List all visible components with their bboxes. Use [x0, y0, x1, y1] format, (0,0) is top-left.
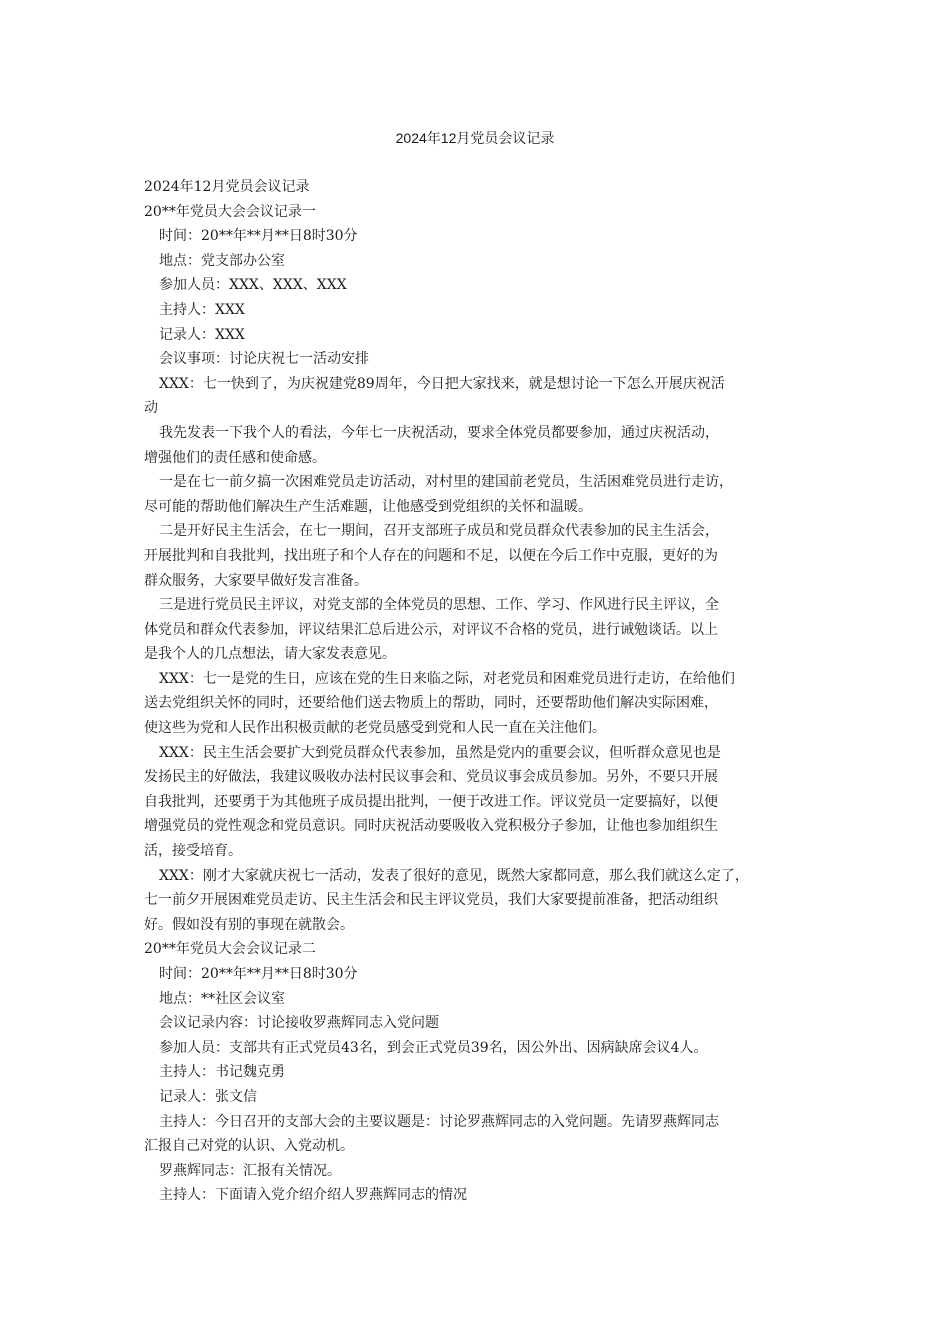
text-line: 活，接受培育。 [144, 843, 242, 860]
page-title: 2024年12月党员会议记录 [395, 130, 555, 146]
text-line: 记录人：XXX [159, 326, 245, 343]
text-line: 主持人：书记魏克勇 [159, 1064, 285, 1081]
text-line: 发扬民主的好做法，我建议吸收办法村民议事会和、党员议事会成员参加。另外，不要只开展 [144, 769, 718, 786]
text-line: 主持人：XXX [159, 301, 245, 318]
text-line: 三是进行党员民主评议，对党支部的全体党员的思想、工作、学习、作风进行民主评议，全 [159, 597, 719, 614]
text-line: 送去党组织关怀的同时，还要给他们送去物质上的帮助，同时，还要帮助他们解决实际困难， [144, 695, 718, 712]
text-line: 是我个人的几点想法，请大家发表意见。 [144, 646, 396, 663]
text-line: 参加人员：XXX、XXX、XXX [159, 277, 347, 294]
text-line: 体党员和群众代表参加，评议结果汇总后进公示，对评议不合格的党员，进行诫勉谈话。以上 [144, 621, 718, 638]
text-line: 二是开好民主生活会，在七一期间，召开支部班子成员和党员群众代表参加的民主生活会， [159, 523, 719, 540]
text-line: 地点：党支部办公室 [159, 252, 285, 269]
text-line: 我先发表一下我个人的看法，今年七一庆祝活动，要求全体党员都要参加，通过庆祝活动， [159, 424, 719, 441]
text-line: 主持人：下面请入党介绍介绍人罗燕辉同志的情况 [159, 1187, 467, 1204]
text-line: 群众服务，大家要早做好发言准备。 [144, 572, 368, 589]
text-line: XXX：民主生活会要扩大到党员群众代表参加，虽然是党内的重要会议，但听群众意见也是 [159, 744, 721, 761]
text-line: 罗燕辉同志：汇报有关情况。 [159, 1162, 341, 1179]
text-line: 好。假如没有别的事现在就散会。 [144, 916, 354, 933]
text-line: 增强党员的党性观念和党员意识。同时庆祝活动要吸收入党积极分子参加，让他也参加组织生 [144, 818, 718, 835]
text-line: XXX：七一是党的生日，应该在党的生日来临之际，对老党员和困难党员进行走访，在给他们 [159, 670, 735, 687]
text-line: 2024年12月党员会议记录 [144, 179, 310, 195]
document-body [144, 175, 824, 1208]
text-line: 时间：20**年**月**日8时30分 [159, 228, 358, 245]
text-line: 一是在七一前夕搞一次困难党员走访活动，对村里的建国前老党员，生活困难党员进行走访， [159, 474, 733, 491]
text-line: 参加人员：支部共有正式党员43名，到会正式党员39名，因公外出、因病缺席会议4人。 [159, 1039, 708, 1056]
text-line: 增强他们的责任感和使命感。 [144, 449, 326, 466]
text-line: 会议事项：讨论庆祝七一活动安排 [159, 351, 369, 368]
text-line: 20**年党员大会会议记录一 [144, 203, 316, 220]
text-line: 自我批判，还要勇于为其他班子成员提出批判，一便于改进工作。评议党员一定要搞好，以便 [144, 793, 718, 810]
text-line: XXX：刚才大家就庆祝七一活动，发表了很好的意见，既然大家都同意，那么我们就这么定了， [159, 867, 749, 884]
text-line: 动 [144, 400, 158, 417]
text-line: 时间：20**年**月**日8时30分 [159, 966, 358, 982]
text-line: 记录人：张文信 [159, 1088, 257, 1105]
text-line: 使这些为党和人民作出积极贡献的老党员感受到党和人民一直在关注他们。 [144, 720, 606, 737]
text-line: XXX：七一快到了，为庆祝建党89周年，今日把大家找来，就是想讨论一下怎么开展庆祝活 [159, 375, 725, 392]
text-line: 尽可能的帮助他们解决生产生活难题，让他感受到党组织的关怀和温暖。 [144, 498, 592, 515]
text-line: 20**年党员大会会议记录二 [144, 941, 316, 958]
text-line: 主持人：今日召开的支部大会的主要议题是：讨论罗燕辉同志的入党问题。先请罗燕辉同志 [159, 1113, 719, 1130]
text-line: 开展批判和自我批判，找出班子和个人存在的问题和不足，以便在今后工作中克服，更好的为 [144, 547, 718, 564]
text-line: 七一前夕开展困难党员走访、民主生活会和民主评议党员，我们大家要提前准备，把活动组织 [144, 892, 718, 909]
text-line: 会议记录内容：讨论接收罗燕辉同志入党问题 [159, 1015, 439, 1032]
text-line: 地点：**社区会议室 [159, 990, 285, 1007]
text-line: 汇报自己对党的认识、入党动机。 [144, 1138, 354, 1155]
